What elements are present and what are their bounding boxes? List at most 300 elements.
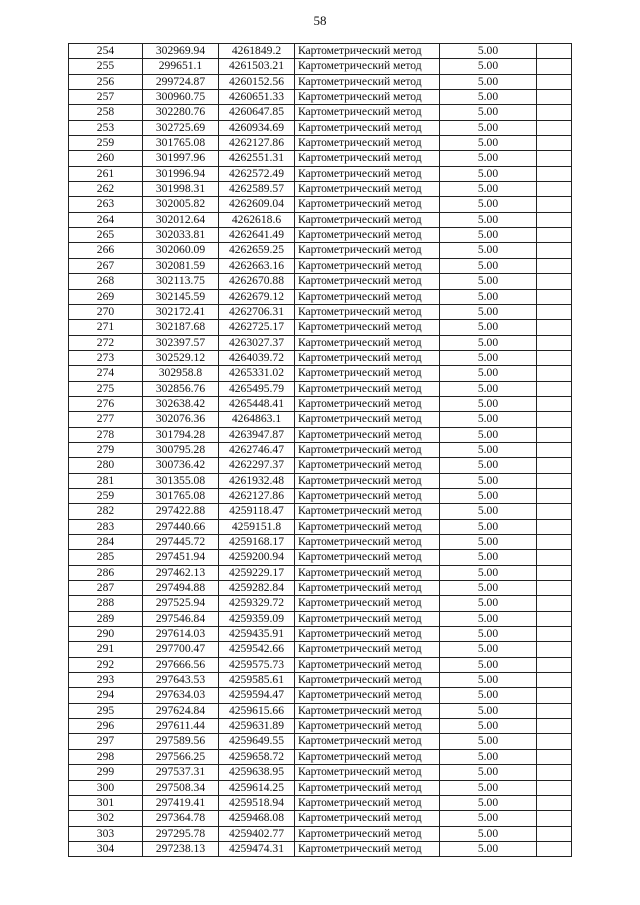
y-coordinate-cell: 4259585.61 (219, 673, 295, 688)
y-coordinate-cell: 4259151.8 (219, 519, 295, 534)
y-coordinate-cell: 4259329.72 (219, 596, 295, 611)
table-row (69, 550, 572, 565)
method-cell: Картометрический метод (295, 59, 440, 74)
point-number-cell: 275 (69, 381, 143, 396)
point-number-cell: 280 (69, 458, 143, 473)
method-cell: Картометрический метод (295, 657, 440, 672)
y-coordinate-cell: 4259615.66 (219, 703, 295, 718)
table-row (69, 320, 572, 335)
method-cell: Картометрический метод (295, 412, 440, 427)
x-coordinate-cell: 297419.41 (143, 795, 219, 810)
table-row (69, 166, 572, 181)
table-row (69, 427, 572, 442)
table-row (69, 212, 572, 227)
y-coordinate-cell: 4260934.69 (219, 120, 295, 135)
point-number-cell: 274 (69, 366, 143, 381)
table-row (69, 703, 572, 718)
point-number-cell: 264 (69, 212, 143, 227)
note-cell (537, 581, 572, 596)
x-coordinate-cell: 302081.59 (143, 258, 219, 273)
method-cell: Картометрический метод (295, 74, 440, 89)
accuracy-cell: 5.00 (440, 642, 537, 657)
table-row (69, 396, 572, 411)
y-coordinate-cell: 4259118.47 (219, 504, 295, 519)
x-coordinate-cell: 300795.28 (143, 442, 219, 457)
y-coordinate-cell: 4259359.09 (219, 611, 295, 626)
note-cell (537, 44, 572, 59)
method-cell: Картометрический метод (295, 212, 440, 227)
x-coordinate-cell: 297440.66 (143, 519, 219, 534)
y-coordinate-cell: 4259658.72 (219, 749, 295, 764)
y-coordinate-cell: 4262706.31 (219, 304, 295, 319)
x-coordinate-cell: 302969.94 (143, 44, 219, 59)
x-coordinate-cell: 301998.31 (143, 182, 219, 197)
y-coordinate-cell: 4262609.04 (219, 197, 295, 212)
method-cell: Картометрический метод (295, 795, 440, 810)
note-cell (537, 151, 572, 166)
table-row (69, 59, 572, 74)
x-coordinate-cell: 297295.78 (143, 826, 219, 841)
note-cell (537, 780, 572, 795)
method-cell: Картометрический метод (295, 320, 440, 335)
x-coordinate-cell: 301996.94 (143, 166, 219, 181)
accuracy-cell: 5.00 (440, 381, 537, 396)
note-cell (537, 381, 572, 396)
y-coordinate-cell: 4259631.89 (219, 719, 295, 734)
table-row (69, 504, 572, 519)
point-number-cell: 271 (69, 320, 143, 335)
method-cell: Картометрический метод (295, 703, 440, 718)
note-cell (537, 519, 572, 534)
x-coordinate-cell: 302113.75 (143, 274, 219, 289)
table-row (69, 228, 572, 243)
x-coordinate-cell: 297624.84 (143, 703, 219, 718)
method-cell: Картометрический метод (295, 811, 440, 826)
table-row (69, 535, 572, 550)
x-coordinate-cell: 302076.36 (143, 412, 219, 427)
x-coordinate-cell: 302529.12 (143, 350, 219, 365)
point-number-cell: 295 (69, 703, 143, 718)
accuracy-cell: 5.00 (440, 44, 537, 59)
note-cell (537, 473, 572, 488)
table-row (69, 657, 572, 672)
method-cell: Картометрический метод (295, 519, 440, 534)
point-number-cell: 296 (69, 719, 143, 734)
y-coordinate-cell: 4262589.57 (219, 182, 295, 197)
table-row (69, 136, 572, 151)
accuracy-cell: 5.00 (440, 565, 537, 580)
note-cell (537, 182, 572, 197)
y-coordinate-cell: 4262551.31 (219, 151, 295, 166)
note-cell (537, 320, 572, 335)
accuracy-cell: 5.00 (440, 182, 537, 197)
accuracy-cell: 5.00 (440, 74, 537, 89)
table-row (69, 243, 572, 258)
note-cell (537, 120, 572, 135)
note-cell (537, 826, 572, 841)
point-number-cell: 272 (69, 335, 143, 350)
accuracy-cell: 5.00 (440, 719, 537, 734)
y-coordinate-cell: 4259474.31 (219, 841, 295, 856)
accuracy-cell: 5.00 (440, 841, 537, 856)
method-cell: Картометрический метод (295, 688, 440, 703)
method-cell: Картометрический метод (295, 274, 440, 289)
note-cell (537, 243, 572, 258)
y-coordinate-cell: 4259614.25 (219, 780, 295, 795)
accuracy-cell: 5.00 (440, 535, 537, 550)
y-coordinate-cell: 4265448.41 (219, 396, 295, 411)
x-coordinate-cell: 302397.57 (143, 335, 219, 350)
accuracy-cell: 5.00 (440, 811, 537, 826)
point-number-cell: 255 (69, 59, 143, 74)
table-row (69, 304, 572, 319)
method-cell: Картометрический метод (295, 642, 440, 657)
accuracy-cell: 5.00 (440, 350, 537, 365)
method-cell: Картометрический метод (295, 627, 440, 642)
y-coordinate-cell: 4259468.08 (219, 811, 295, 826)
x-coordinate-cell: 302033.81 (143, 228, 219, 243)
method-cell: Картометрический метод (295, 166, 440, 181)
y-coordinate-cell: 4262297.37 (219, 458, 295, 473)
x-coordinate-cell: 302638.42 (143, 396, 219, 411)
table-row (69, 765, 572, 780)
note-cell (537, 166, 572, 181)
note-cell (537, 657, 572, 672)
accuracy-cell: 5.00 (440, 734, 537, 749)
point-number-cell: 297 (69, 734, 143, 749)
method-cell: Картометрический метод (295, 826, 440, 841)
y-coordinate-cell: 4265331.02 (219, 366, 295, 381)
y-coordinate-cell: 4259435.91 (219, 627, 295, 642)
x-coordinate-cell: 302060.09 (143, 243, 219, 258)
x-coordinate-cell: 302005.82 (143, 197, 219, 212)
method-cell: Картометрический метод (295, 289, 440, 304)
table-row (69, 780, 572, 795)
x-coordinate-cell: 297364.78 (143, 811, 219, 826)
table-row (69, 258, 572, 273)
point-number-cell: 268 (69, 274, 143, 289)
method-cell: Картометрический метод (295, 366, 440, 381)
note-cell (537, 795, 572, 810)
note-cell (537, 442, 572, 457)
x-coordinate-cell: 301765.08 (143, 136, 219, 151)
accuracy-cell: 5.00 (440, 795, 537, 810)
note-cell (537, 811, 572, 826)
accuracy-cell: 5.00 (440, 289, 537, 304)
table-row (69, 151, 572, 166)
note-cell (537, 427, 572, 442)
method-cell: Картометрический метод (295, 765, 440, 780)
method-cell: Картометрический метод (295, 120, 440, 135)
accuracy-cell: 5.00 (440, 228, 537, 243)
table-row (69, 795, 572, 810)
x-coordinate-cell: 302725.69 (143, 120, 219, 135)
note-cell (537, 136, 572, 151)
x-coordinate-cell: 301997.96 (143, 151, 219, 166)
y-coordinate-cell: 4262659.25 (219, 243, 295, 258)
table-row (69, 458, 572, 473)
x-coordinate-cell: 302856.76 (143, 381, 219, 396)
accuracy-cell: 5.00 (440, 59, 537, 74)
x-coordinate-cell: 297537.31 (143, 765, 219, 780)
table-row (69, 519, 572, 534)
accuracy-cell: 5.00 (440, 120, 537, 135)
point-number-cell: 257 (69, 90, 143, 105)
x-coordinate-cell: 300736.42 (143, 458, 219, 473)
method-cell: Картометрический метод (295, 473, 440, 488)
point-number-cell: 262 (69, 182, 143, 197)
note-cell (537, 59, 572, 74)
note-cell (537, 458, 572, 473)
note-cell (537, 350, 572, 365)
y-coordinate-cell: 4259542.66 (219, 642, 295, 657)
page-number: 58 (313, 13, 327, 28)
y-coordinate-cell: 4261503.21 (219, 59, 295, 74)
note-cell (537, 304, 572, 319)
x-coordinate-cell: 297546.84 (143, 611, 219, 626)
table-row (69, 105, 572, 120)
point-number-cell: 276 (69, 396, 143, 411)
y-coordinate-cell: 4259638.95 (219, 765, 295, 780)
table-row (69, 90, 572, 105)
point-number-cell: 260 (69, 151, 143, 166)
table-row (69, 826, 572, 841)
method-cell: Картометрический метод (295, 749, 440, 764)
y-coordinate-cell: 4262725.17 (219, 320, 295, 335)
note-cell (537, 841, 572, 856)
note-cell (537, 197, 572, 212)
point-number-cell: 265 (69, 228, 143, 243)
table-row (69, 673, 572, 688)
x-coordinate-cell: 297238.13 (143, 841, 219, 856)
y-coordinate-cell: 4263027.37 (219, 335, 295, 350)
accuracy-cell: 5.00 (440, 105, 537, 120)
accuracy-cell: 5.00 (440, 366, 537, 381)
accuracy-cell: 5.00 (440, 765, 537, 780)
table-row (69, 565, 572, 580)
accuracy-cell: 5.00 (440, 504, 537, 519)
note-cell (537, 611, 572, 626)
method-cell: Картометрический метод (295, 350, 440, 365)
accuracy-cell: 5.00 (440, 396, 537, 411)
note-cell (537, 228, 572, 243)
accuracy-cell: 5.00 (440, 780, 537, 795)
note-cell (537, 90, 572, 105)
point-number-cell: 288 (69, 596, 143, 611)
table-row (69, 289, 572, 304)
table-row (69, 811, 572, 826)
point-number-cell: 259 (69, 136, 143, 151)
point-number-cell: 291 (69, 642, 143, 657)
method-cell: Картометрический метод (295, 535, 440, 550)
x-coordinate-cell: 301355.08 (143, 473, 219, 488)
point-number-cell: 254 (69, 44, 143, 59)
x-coordinate-cell: 297666.56 (143, 657, 219, 672)
x-coordinate-cell: 297462.13 (143, 565, 219, 580)
method-cell: Картометрический метод (295, 442, 440, 457)
note-cell (537, 719, 572, 734)
table-row (69, 366, 572, 381)
accuracy-cell: 5.00 (440, 166, 537, 181)
y-coordinate-cell: 4259200.94 (219, 550, 295, 565)
y-coordinate-cell: 4259594.47 (219, 688, 295, 703)
table-row (69, 473, 572, 488)
note-cell (537, 550, 572, 565)
method-cell: Картометрический метод (295, 136, 440, 151)
point-number-cell: 263 (69, 197, 143, 212)
y-coordinate-cell: 4262670.88 (219, 274, 295, 289)
method-cell: Картометрический метод (295, 258, 440, 273)
point-number-cell: 303 (69, 826, 143, 841)
method-cell: Картометрический метод (295, 841, 440, 856)
accuracy-cell: 5.00 (440, 627, 537, 642)
accuracy-cell: 5.00 (440, 673, 537, 688)
x-coordinate-cell: 299651.1 (143, 59, 219, 74)
table-row (69, 611, 572, 626)
point-number-cell: 286 (69, 565, 143, 580)
table-row (69, 335, 572, 350)
note-cell (537, 673, 572, 688)
method-cell: Картометрический метод (295, 44, 440, 59)
note-cell (537, 688, 572, 703)
accuracy-cell: 5.00 (440, 151, 537, 166)
point-number-cell: 270 (69, 304, 143, 319)
accuracy-cell: 5.00 (440, 442, 537, 457)
accuracy-cell: 5.00 (440, 136, 537, 151)
y-coordinate-cell: 4264863.1 (219, 412, 295, 427)
point-number-cell: 294 (69, 688, 143, 703)
table-row (69, 44, 572, 59)
point-number-cell: 289 (69, 611, 143, 626)
table-row (69, 412, 572, 427)
accuracy-cell: 5.00 (440, 90, 537, 105)
x-coordinate-cell: 297508.34 (143, 780, 219, 795)
accuracy-cell: 5.00 (440, 519, 537, 534)
point-number-cell: 256 (69, 74, 143, 89)
y-coordinate-cell: 4262641.49 (219, 228, 295, 243)
method-cell: Картометрический метод (295, 105, 440, 120)
table-row (69, 350, 572, 365)
accuracy-cell: 5.00 (440, 243, 537, 258)
y-coordinate-cell: 4259518.94 (219, 795, 295, 810)
x-coordinate-cell: 302280.76 (143, 105, 219, 120)
method-cell: Картометрический метод (295, 488, 440, 503)
y-coordinate-cell: 4259575.73 (219, 657, 295, 672)
point-number-cell: 279 (69, 442, 143, 457)
y-coordinate-cell: 4262679.12 (219, 289, 295, 304)
note-cell (537, 488, 572, 503)
point-number-cell: 258 (69, 105, 143, 120)
table-row (69, 381, 572, 396)
method-cell: Картометрический метод (295, 719, 440, 734)
note-cell (537, 289, 572, 304)
x-coordinate-cell: 297634.03 (143, 688, 219, 703)
note-cell (537, 703, 572, 718)
accuracy-cell: 5.00 (440, 320, 537, 335)
accuracy-cell: 5.00 (440, 258, 537, 273)
method-cell: Картометрический метод (295, 396, 440, 411)
note-cell (537, 258, 572, 273)
coordinates-table (68, 43, 572, 857)
y-coordinate-cell: 4262746.47 (219, 442, 295, 457)
method-cell: Картометрический метод (295, 734, 440, 749)
table-row (69, 182, 572, 197)
note-cell (537, 74, 572, 89)
y-coordinate-cell: 4259168.17 (219, 535, 295, 550)
note-cell (537, 734, 572, 749)
point-number-cell: 290 (69, 627, 143, 642)
y-coordinate-cell: 4259649.55 (219, 734, 295, 749)
method-cell: Картометрический метод (295, 550, 440, 565)
method-cell: Картометрический метод (295, 182, 440, 197)
y-coordinate-cell: 4260647.85 (219, 105, 295, 120)
note-cell (537, 596, 572, 611)
table-row (69, 488, 572, 503)
method-cell: Картометрический метод (295, 458, 440, 473)
method-cell: Картометрический метод (295, 596, 440, 611)
table-row (69, 74, 572, 89)
method-cell: Картометрический метод (295, 243, 440, 258)
x-coordinate-cell: 297566.25 (143, 749, 219, 764)
point-number-cell: 282 (69, 504, 143, 519)
accuracy-cell: 5.00 (440, 212, 537, 227)
method-cell: Картометрический метод (295, 581, 440, 596)
x-coordinate-cell: 297589.56 (143, 734, 219, 749)
method-cell: Картометрический метод (295, 504, 440, 519)
method-cell: Картометрический метод (295, 611, 440, 626)
point-number-cell: 283 (69, 519, 143, 534)
point-number-cell: 284 (69, 535, 143, 550)
table-row (69, 749, 572, 764)
method-cell: Картометрический метод (295, 673, 440, 688)
point-number-cell: 269 (69, 289, 143, 304)
accuracy-cell: 5.00 (440, 427, 537, 442)
point-number-cell: 253 (69, 120, 143, 135)
x-coordinate-cell: 299724.87 (143, 74, 219, 89)
table-row (69, 841, 572, 856)
note-cell (537, 366, 572, 381)
y-coordinate-cell: 4261849.2 (219, 44, 295, 59)
y-coordinate-cell: 4262127.86 (219, 136, 295, 151)
y-coordinate-cell: 4259282.84 (219, 581, 295, 596)
point-number-cell: 304 (69, 841, 143, 856)
point-number-cell: 287 (69, 581, 143, 596)
point-number-cell: 266 (69, 243, 143, 258)
y-coordinate-cell: 4263947.87 (219, 427, 295, 442)
method-cell: Картометрический метод (295, 304, 440, 319)
point-number-cell: 301 (69, 795, 143, 810)
point-number-cell: 278 (69, 427, 143, 442)
table-row (69, 719, 572, 734)
accuracy-cell: 5.00 (440, 581, 537, 596)
note-cell (537, 105, 572, 120)
x-coordinate-cell: 302145.59 (143, 289, 219, 304)
accuracy-cell: 5.00 (440, 688, 537, 703)
x-coordinate-cell: 297451.94 (143, 550, 219, 565)
x-coordinate-cell: 297445.72 (143, 535, 219, 550)
table-row (69, 581, 572, 596)
x-coordinate-cell: 301794.28 (143, 427, 219, 442)
point-number-cell: 299 (69, 765, 143, 780)
point-number-cell: 281 (69, 473, 143, 488)
table-row (69, 642, 572, 657)
method-cell: Картометрический метод (295, 780, 440, 795)
point-number-cell: 259 (69, 488, 143, 503)
point-number-cell: 277 (69, 412, 143, 427)
point-number-cell: 302 (69, 811, 143, 826)
note-cell (537, 412, 572, 427)
point-number-cell: 300 (69, 780, 143, 795)
